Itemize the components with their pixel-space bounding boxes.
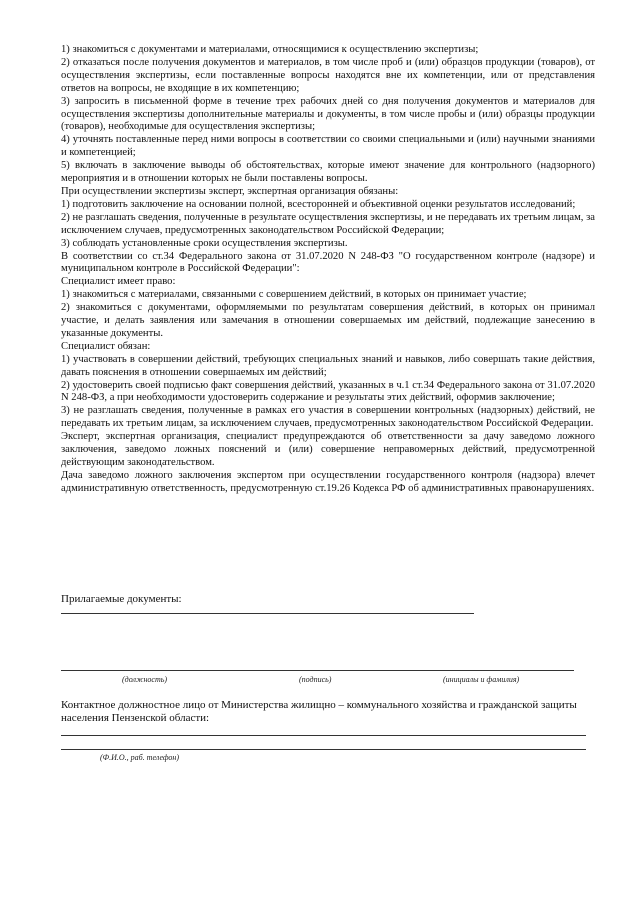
paragraph: Дача заведомо ложного заключения экспертом при осуществлении государственного контроля (надзора) влечет административную ответственность, предусмотренную ст.19.26 Кодекса РФ об административных правонарушениях. — [61, 469, 595, 494]
paragraph: 2) знакомиться с документами, оформляемыми по результатам совершения действий, в которых он принимал участие, и делать заявления или замечания в отношении совершаемых им действий, подлежащие занесению в указанные документы. — [61, 302, 595, 339]
position-caption: (должность) — [122, 675, 168, 684]
document-body — [61, 44, 595, 496]
paragraph: 2) не разглашать сведения, полученные в результате осуществления экспертизы, и не передавать их третьим лицам, за исключением случаев, предусмотренных законодательством Российской Федерации; — [61, 211, 595, 236]
paragraph: 1) знакомиться с документами и материалами, относящимися к осуществлению экспертизы; — [61, 44, 479, 55]
contact-person-text: Контактное должностное лицо от Министерства жилищно – коммунального хозяйства и гражданской защиты населения Пензенской области: — [61, 699, 577, 724]
paragraph: 3) запросить в письменной форме в течение трех рабочих дней со дня получения документов и материалов для осуществления экспертизы дополнительные материалы и документы, в том числе пробы и (или) образцы продукции (товаров), необходимые для осуществления экспертизы; — [61, 95, 595, 133]
contact-line — [61, 735, 586, 736]
paragraph: 4) уточнять поставленные перед ними вопросы в соответствии со своими специальными и (или) научными знаниями и компетенцией; — [61, 134, 595, 159]
paragraph: 3) соблюдать установленные сроки осуществления экспертизы. — [61, 237, 348, 249]
paragraph: При осуществлении экспертизы эксперт, экспертная организация обязаны: — [61, 185, 399, 197]
contact-caption: (Ф.И.О., раб. телефон) — [100, 753, 180, 762]
paragraph: 3) не разглашать сведения, полученные в рамках его участия в совершении контрольных (надзорных) действий, не передавать их третьим лицам, за исключением случаев, предусмотренных законодательством Российской Федерации. — [61, 405, 595, 430]
name-caption: (инициалы и фамилия) — [443, 675, 520, 684]
attachments-line — [61, 613, 474, 614]
paragraph: Специалист обязан: — [61, 340, 151, 352]
paragraph: Эксперт, экспертная организация, специалист предупреждаются об ответственности за дачу заведомо ложного заключения, заведомо ложных пояснений и (или) совершение неправомерных действий, предусмотренной действующим законодательством. — [61, 431, 595, 468]
paragraph: В соответствии со ст.34 Федерального закона от 31.07.2020 N 248-ФЗ "О государственном контроле (надзоре) и муниципальном контроле в Российской Федерации": — [61, 250, 595, 275]
contact-line — [61, 749, 586, 750]
paragraph: 2) отказаться после получения документов и материалов, в том числе проб и (или) образцов продукции (товаров), от осуществления экспертизы, если поставленные вопросы находятся вне их компетенции, или от представления ответов на вопросы, не входящие в их компетенцию; — [61, 56, 595, 94]
paragraph: 1) подготовить заключение на основании полной, всесторонней и объективной оценки результатов исследований; — [61, 198, 576, 210]
paragraph: 2) удостоверить своей подписью факт совершения действий, указанных в ч.1 ст.34 Федерального закона от 31.07.2020 N 248-ФЗ, а при необходимости удостоверить содержание и результаты этих действий, оформив заключение; — [61, 379, 595, 404]
signature-line — [61, 670, 574, 671]
paragraph: 1) знакомиться с материалами, связанными с совершением действий, в которых он принимает участие; — [61, 289, 527, 301]
paragraph: 1) участвовать в совершении действий, требующих специальных знаний и навыков, либо совершать такие действия, давать пояснения в отношении совершаемых им действий; — [61, 353, 595, 378]
attachments-label: Прилагаемые документы: — [61, 593, 182, 605]
signature-caption: (подпись) — [299, 675, 332, 684]
paragraph: 5) включать в заключение выводы об обстоятельствах, которые имеют значение для контрольного (надзорного) мероприятия и в отношении которых не были поставлены вопросы. — [61, 160, 595, 185]
paragraph: Специалист имеет право: — [61, 276, 176, 288]
